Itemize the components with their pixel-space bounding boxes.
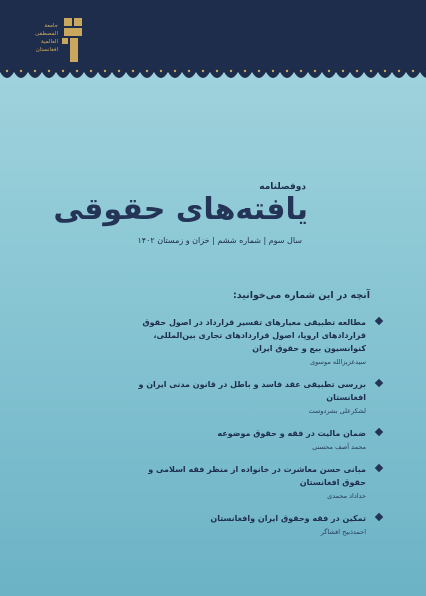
diamond-bullet-icon: [375, 464, 383, 472]
toc-item: [132, 378, 382, 415]
journal-kicker: دوفصلنامه: [259, 182, 306, 192]
article-title: ضمان مالیت در فقه و حقوق موضوعه: [217, 429, 366, 438]
article-title: تمکین در فقه وحقوق ایران وافغانستان: [210, 514, 366, 523]
article-title: بررسی تطبیقی عقد فاسد و باطل در قانون مدنی ایران و افغانستان: [138, 380, 366, 402]
diamond-bullet-icon: [375, 428, 383, 436]
article-author: احمدذبیح افشاگر: [320, 528, 366, 536]
logo-line: العالمیة: [41, 39, 58, 45]
journal-title: یافته‌های حقوقی: [53, 192, 308, 227]
toc-item: [132, 427, 382, 451]
table-of-contents: [132, 316, 382, 548]
toc-item: [132, 316, 382, 366]
article-author: سیدعزیزالله موسوی: [310, 358, 366, 366]
toc-item: [132, 463, 382, 500]
logo-line: جامعة: [44, 23, 58, 29]
logo-line: المصطفی: [34, 31, 58, 37]
ornamental-border: [0, 68, 426, 88]
article-title: مطالعه تطبیقی معیارهای تفسیر قرارداد در اصول حقوق قراردادهای اروپا، اصول قراردادهای تجاری بین‌المللی، کنوانسیون بیع و حقوق ایران: [142, 318, 366, 353]
diamond-bullet-icon: [375, 317, 383, 325]
toc-heading: آنچه در این شماره می‌خوانید:: [232, 290, 370, 301]
logo-line: افغانستان: [35, 47, 58, 53]
article-author: محمد آصف محسنی: [312, 443, 366, 451]
diamond-bullet-icon: [375, 513, 383, 521]
diamond-bullet-icon: [375, 379, 383, 387]
article-title: مبانی حسن معاشرت در خانواده از منظر فقه اسلامی و حقوق افغانستان: [148, 465, 366, 487]
article-author: لشکرعلی بشردوست: [308, 407, 366, 415]
article-author: خداداد محمدی: [327, 492, 366, 500]
issue-info: سال سوم | شماره ششم | خزان و زمستان ۱۴۰۲: [137, 236, 302, 245]
toc-item: [132, 512, 382, 536]
logo-text: [26, 22, 58, 54]
